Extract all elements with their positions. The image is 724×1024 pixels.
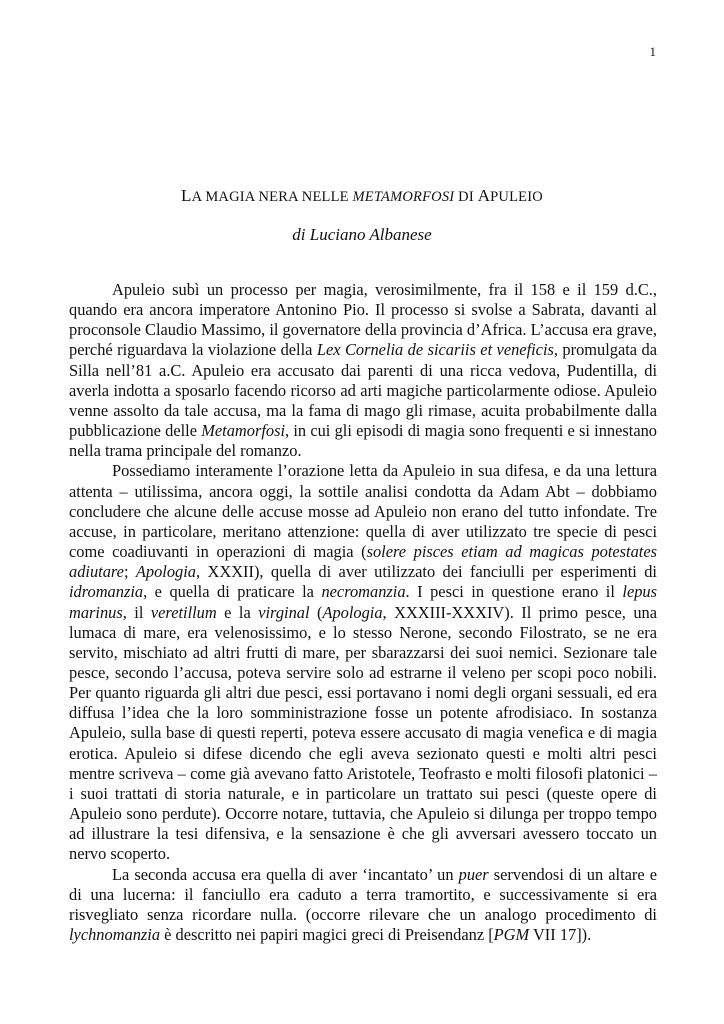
italic-run: Metamorfosi <box>201 421 286 441</box>
title-part-2: DI <box>454 189 478 205</box>
text-run: , e quella di praticare la <box>143 582 322 602</box>
body-text <box>69 280 657 945</box>
italic-run: Lex Cornelia de sicariis et veneficis <box>316 340 554 360</box>
italic-run: solere pisces etiam ad magicas potestates adiutare <box>69 542 657 582</box>
text-run: VII 17]). <box>529 925 592 944</box>
text-run: e la <box>216 602 259 622</box>
text-run: , promulgata da Silla nell’81 a.C. Apuleio era accusato dai parenti di una ricca vedova, Pudentilla, di averla indotta a sposarlo facendo ricorso ad arti magiche particolarmente odiose. Apuleio venne assolto da tale accusa, ma la fama di mago gli rimase, acuita probabilmente dalla pubblicazione delle <box>69 340 657 441</box>
italic-run: necromanzia <box>321 582 406 602</box>
article-title <box>0 186 724 206</box>
text-run: La seconda accusa era quella di aver ‘incantato’ un <box>112 864 459 884</box>
title-part-1: A MAGIA NERA NELLE <box>191 189 353 205</box>
italic-run: PGM <box>493 925 530 944</box>
text-run: , il <box>122 602 151 622</box>
text-run: ( <box>309 602 323 622</box>
text-run: , in cui gli episodi di magia sono frequenti e si innestano nella trama principale del romanzo. <box>69 421 658 461</box>
title-italic-metamorfosi: METAMORFOSI <box>352 189 455 205</box>
italic-run: puer <box>458 864 489 884</box>
italic-run: Apologia <box>322 602 383 622</box>
italic-run: veretillum <box>150 602 217 622</box>
title-initial-a: A <box>477 186 491 205</box>
paragraph-2 <box>69 461 657 864</box>
text-run: , XXXII), quella di aver utilizzato dei fanciulli per esperimenti di <box>196 562 657 582</box>
italic-run: lepus marinus <box>69 582 657 622</box>
italic-run: virginal <box>258 602 310 622</box>
text-run: , XXXIII-XXXIV). Il primo pesce, una lumaca di mare, era velenosissimo, e lo stesso Nerone, secondo Filostrato, se ne era servito, mischiato ad altri frutti di mare, per sbarazzarsi dei suoi nemici. Sezionare tale pesce, secondo l’accusa, poteva servire solo ad estrarne il veleno per scopi poco nobili. Per quanto riguarda gli altri due pesci, essi portavano i nomi degli organi sessuali, ed era diffusa l’idea che la loro somministrazione fosse un potente afrodisiaco. In sostanza Apuleio, sulla base di questi reperti, poteva essere accusato di magia venefica e di magia erotica. Apuleio si difese dicendo che egli aveva sezionato questi e molti altri pesci mentre scriveva – come già avevano fatto Aristotele, Teofrasto e molti filosofi platonici – i suoi trattati di storia naturale, e in particolare un trattato sui pesci (queste opere di Apuleio sono perdute). Occorre notare, tuttavia, che Apuleio si dilunga per troppo tempo ad illustrare la tesi difensiva, e la sensazione è che gli avversari avessero toccato un nervo scoperto. <box>69 602 657 864</box>
text-run: Possediamo interamente l’orazione letta da Apuleio in sua difesa, e da una lettura attenta – utilissima, ancora oggi, la sottile analisi condotta da Adam Abt – dobbiamo concludere che alcune delle accuse mosse ad Apuleio non erano del tutto infondate. Tre accuse, in particolare, meritano attenzione: quella di aver utilizzato tre specie di pesci come coadiuvanti in operazioni di magia ( <box>69 461 657 562</box>
paragraph-3 <box>69 865 657 946</box>
paragraph-1 <box>69 280 657 461</box>
text-run: ; <box>123 562 136 582</box>
title-initial-l: L <box>181 186 192 205</box>
text-run: Apuleio subì un processo per magia, verosimilmente, fra il 158 e il 159 d.C., quando era ancora imperatore Antonino Pio. Il processo si svolse a Sabrata, davanti al proconsole Claudio Massimo, il governatore della provincia d’Africa. L’accusa era grave, perché riguardava la violazione della <box>69 280 657 360</box>
text-run: . I pesci in questione erano il <box>405 582 623 602</box>
italic-run: lychnomanzia <box>69 925 161 944</box>
italic-run: idromanzia <box>69 582 144 602</box>
text-run: è descritto nei papiri magici greci di Preisendanz [ <box>160 925 494 944</box>
text-run: servendosi di un altare e di una lucerna: il fanciullo era caduto a terra tramortito, e successivamente si era risvegliato senza ricordare nulla. (occorre rilevare che un analogo procedimento di <box>69 864 657 924</box>
italic-run: Apologia <box>135 562 197 582</box>
page-number: 1 <box>649 44 656 59</box>
author-byline: di Luciano Albanese <box>292 225 432 244</box>
title-part-3: PULEIO <box>490 189 543 205</box>
